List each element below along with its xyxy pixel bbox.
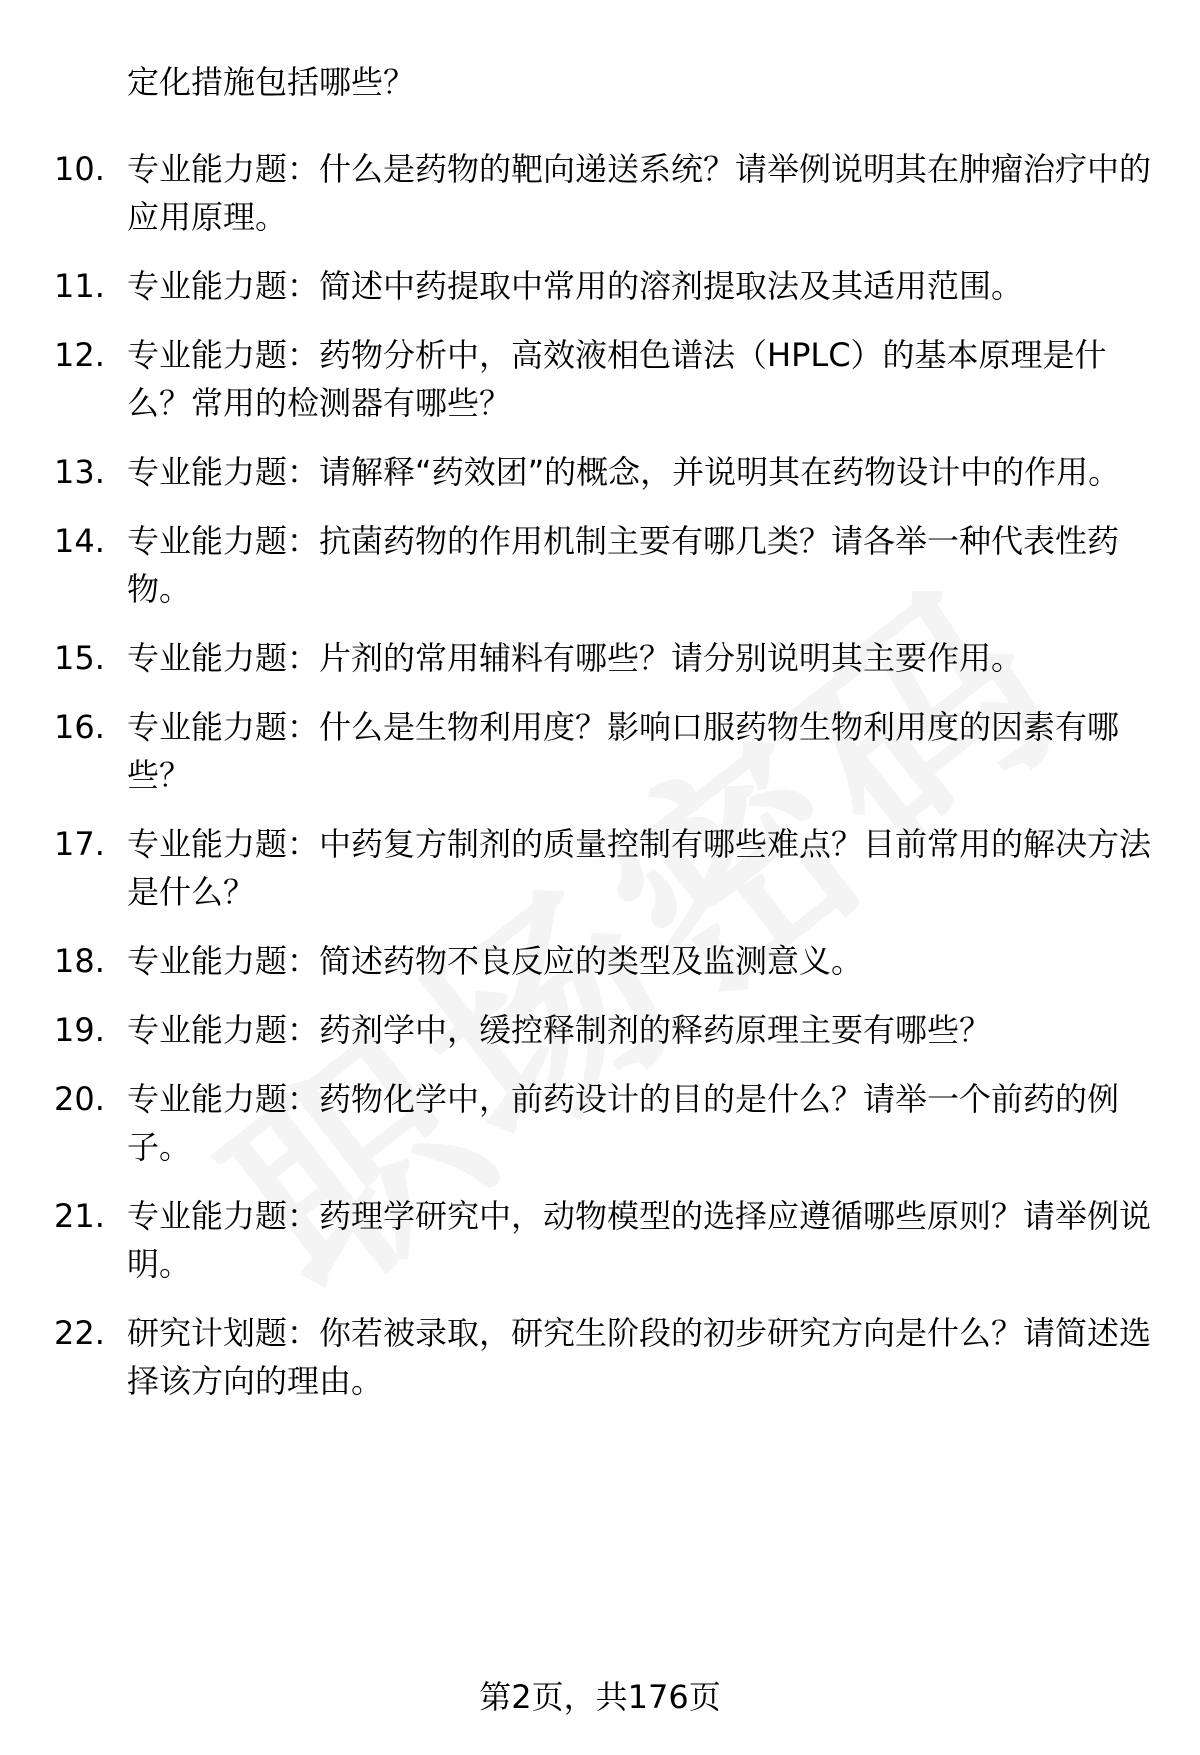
item-text: 专业能力题：药物分析中，高效液相色谱法（HPLC）的基本原理是什么？常用的检测器有哪些？ xyxy=(127,336,1107,422)
item-number: 14. xyxy=(54,522,105,560)
list-item xyxy=(0,1006,1200,1054)
item-number: 18. xyxy=(54,942,105,980)
item-text: 专业能力题：中药复方制剂的质量控制有哪些难点？目前常用的解决方法是什么？ xyxy=(127,825,1152,911)
item-text: 研究计划题：你若被录取，研究生阶段的初步研究方向是什么？请简述选择该方向的理由。 xyxy=(127,1314,1152,1400)
item-text: 专业能力题：简述药物不良反应的类型及监测意义。 xyxy=(127,942,864,980)
continuation-text: 定化措施包括哪些？ xyxy=(127,63,416,101)
item-number: 22. xyxy=(54,1314,105,1352)
item-text: 专业能力题：简述中药提取中常用的溶剂提取法及其适用范围。 xyxy=(127,267,1024,305)
item-number: 21. xyxy=(54,1197,105,1235)
list-item xyxy=(0,820,1200,916)
list-item xyxy=(0,1192,1200,1288)
item-text: 专业能力题：片剂的常用辅料有哪些？请分别说明其主要作用。 xyxy=(127,639,1024,677)
list-item xyxy=(0,703,1200,799)
item-number: 16. xyxy=(54,708,105,746)
item-number: 15. xyxy=(54,639,105,677)
list-item xyxy=(0,1075,1200,1171)
item-text: 专业能力题：药剂学中，缓控释制剂的释药原理主要有哪些？ xyxy=(127,1011,992,1049)
list-item xyxy=(0,937,1200,985)
list-item xyxy=(0,262,1200,310)
item-number: 11. xyxy=(54,267,105,305)
list-item xyxy=(0,634,1200,682)
item-number: 17. xyxy=(54,825,105,863)
list-item xyxy=(0,331,1200,427)
item-number: 19. xyxy=(54,1011,105,1049)
item-text: 专业能力题：药物化学中，前药设计的目的是什么？请举一个前药的例子。 xyxy=(127,1080,1120,1166)
page-footer: 第2页，共176页 xyxy=(479,1678,721,1716)
item-number: 12. xyxy=(54,336,105,374)
question-list xyxy=(0,145,1200,1426)
item-text: 专业能力题：抗菌药物的作用机制主要有哪几类？请各举一种代表性药物。 xyxy=(127,522,1120,608)
list-item xyxy=(0,448,1200,496)
item-text: 专业能力题：请解释“药效团”的概念，并说明其在药物设计中的作用。 xyxy=(127,453,1121,491)
item-text: 专业能力题：什么是药物的靶向递送系统？请举例说明其在肿瘤治疗中的应用原理。 xyxy=(127,150,1152,236)
list-item xyxy=(0,1309,1200,1405)
list-item xyxy=(0,517,1200,613)
item-text: 专业能力题：药理学研究中，动物模型的选择应遵循哪些原则？请举例说明。 xyxy=(127,1197,1152,1283)
item-number: 13. xyxy=(54,453,105,491)
list-item xyxy=(0,145,1200,241)
item-number: 20. xyxy=(54,1080,105,1118)
item-number: 10. xyxy=(54,150,105,188)
item-text: 专业能力题：什么是生物利用度？影响口服药物生物利用度的因素有哪些？ xyxy=(127,708,1120,794)
